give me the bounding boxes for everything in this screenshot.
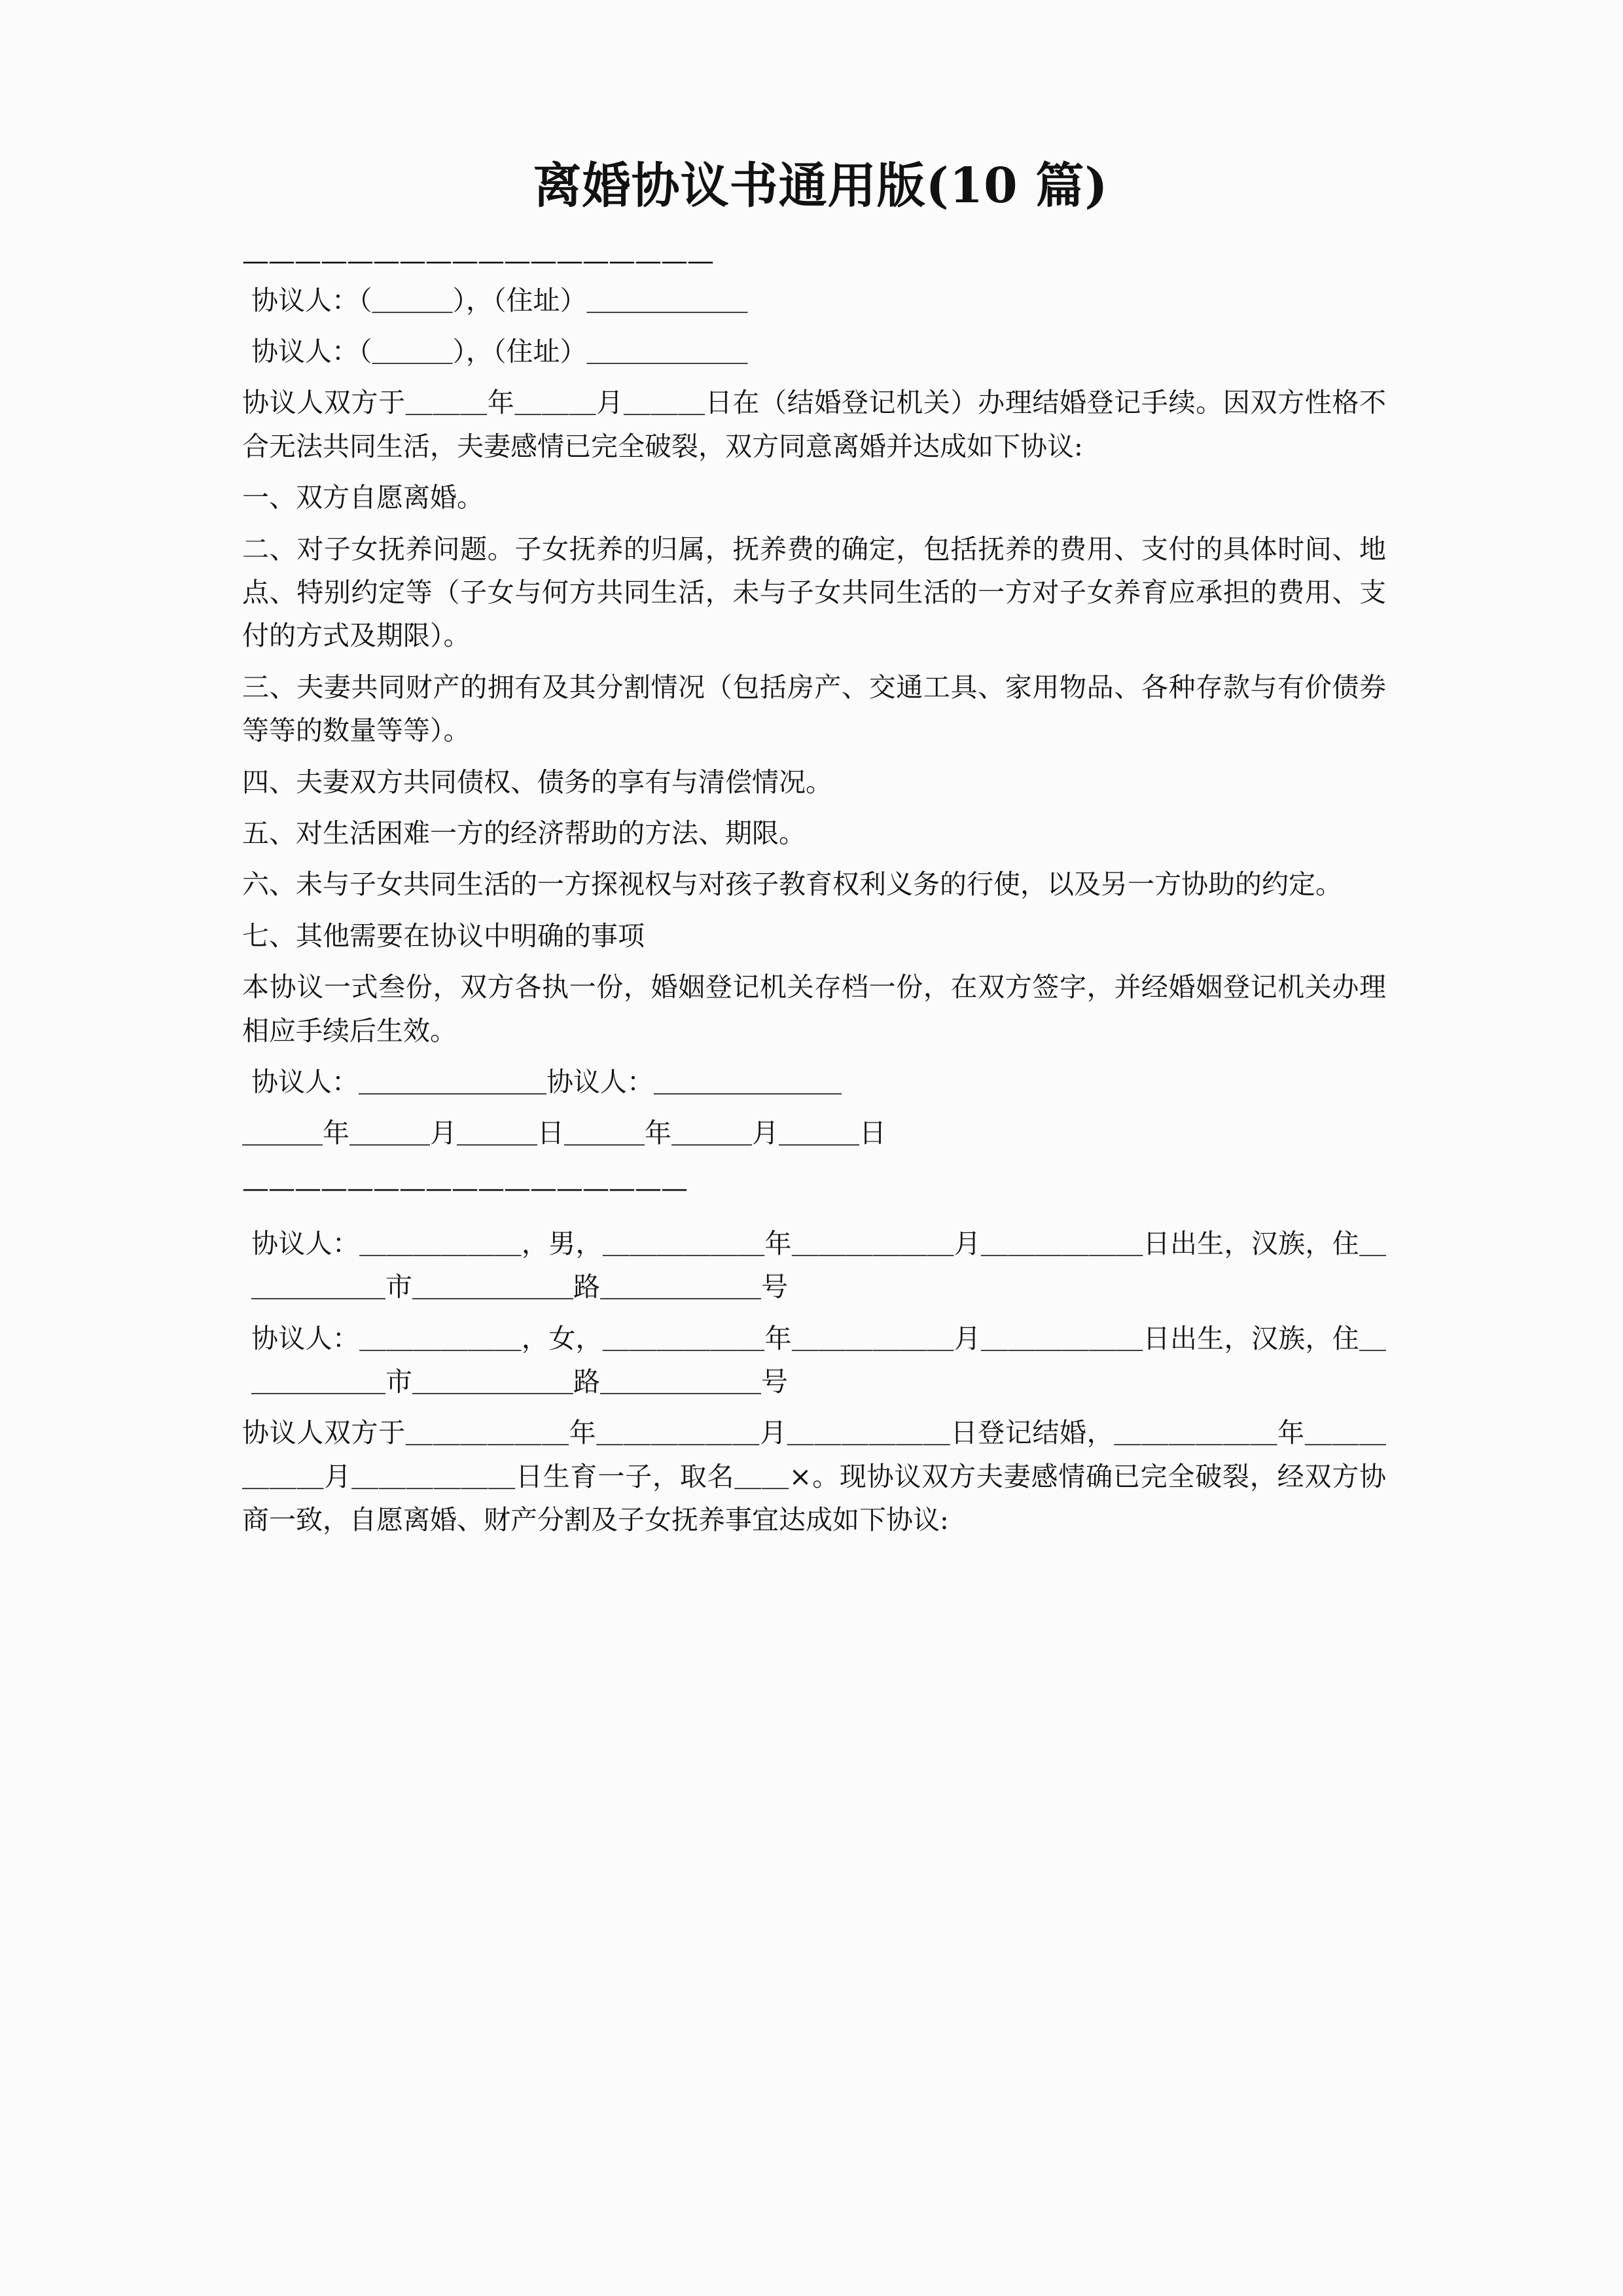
marriage-and-child-paragraph: 协议人双方于＿＿＿＿＿＿年＿＿＿＿＿＿月＿＿＿＿＿＿日登记结婚，＿＿＿＿＿＿年＿＿＿＿＿＿月＿＿＿＿＿＿日生育一子，取名＿＿×。现协议双方夫妻感情确已完全破裂，经双方协商一致，自愿离婚、财产分割及子女抚养事宜达成如下协议: bbox=[242, 1417, 1386, 1536]
horizontal-rule-top: —————————————————— bbox=[242, 247, 713, 276]
signature-date-line: ＿＿＿年＿＿＿月＿＿＿日＿＿＿年＿＿＿月＿＿＿日 bbox=[242, 1117, 886, 1149]
agreement-effectiveness-paragraph: 本协议一式叁份，双方各执一份，婚姻登记机关存档一份，在双方签字，并经婚姻登记机关办理相应手续后生效。 bbox=[242, 971, 1386, 1047]
party-detail-female: 协议人：＿＿＿＿＿＿，女，＿＿＿＿＿＿年＿＿＿＿＿＿月＿＿＿＿＿＿日出生，汉族，住＿＿＿＿＿＿市＿＿＿＿＿＿路＿＿＿＿＿＿号 bbox=[251, 1322, 1386, 1398]
party-line-first: 协议人：（＿＿＿），（住址）＿＿＿＿＿＿ bbox=[251, 284, 748, 316]
clause-item-7: 七、其他需要在协议中明确的事项 bbox=[242, 920, 645, 952]
document-content bbox=[242, 0, 1386, 1550]
signature-line: 协议人：＿＿＿＿＿＿＿协议人：＿＿＿＿＿＿＿ bbox=[251, 1066, 842, 1098]
clause-item-4: 四、夫妻双方共同债权、债务的享有与清偿情况。 bbox=[242, 766, 832, 798]
page-title: 离婚协议书通用版(10 篇) bbox=[533, 158, 1109, 214]
horizontal-rule-middle: ————————————————— bbox=[242, 1174, 687, 1204]
marriage-registration-intro: 协议人双方于＿＿＿年＿＿＿月＿＿＿日在（结婚登记机关）办理结婚登记手续。因双方性格不合无法共同生活，夫妻感情已完全破裂，双方同意离婚并达成如下协议: bbox=[242, 387, 1386, 462]
clause-item-6: 六、未与子女共同生活的一方探视权与对孩子教育权利义务的行使，以及另一方协助的约定。 bbox=[242, 869, 1342, 901]
party-line-second: 协议人：（＿＿＿），（住址）＿＿＿＿＿＿ bbox=[251, 335, 748, 367]
clause-item-1: 一、双方自愿离婚。 bbox=[242, 482, 484, 514]
party-detail-male: 协议人：＿＿＿＿＿＿，男，＿＿＿＿＿＿年＿＿＿＿＿＿月＿＿＿＿＿＿日出生，汉族，住＿＿＿＿＿＿市＿＿＿＿＿＿路＿＿＿＿＿＿号 bbox=[251, 1227, 1386, 1303]
clause-item-3: 三、夫妻共同财产的拥有及其分割情况（包括房产、交通工具、家用物品、各种存款与有价债券等等的数量等等）。 bbox=[242, 671, 1386, 747]
clause-item-2: 二、对子女抚养问题。子女抚养的归属，抚养费的确定，包括抚养的费用、支付的具体时间、地点、特别约定等（子女与何方共同生活，未与子女共同生活的一方对子女养育应承担的费用、支付的方式及期限）。 bbox=[242, 533, 1386, 652]
clause-item-5: 五、对生活困难一方的经济帮助的方法、期限。 bbox=[242, 817, 806, 849]
